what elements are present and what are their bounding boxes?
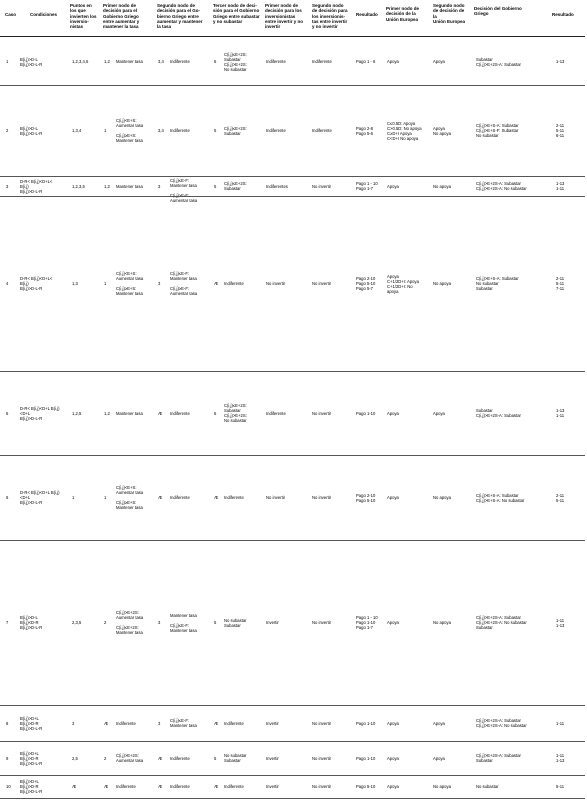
cell-resultado-2: 1-13 1-11 <box>556 181 565 191</box>
table-row <box>0 176 587 203</box>
table-row <box>0 741 587 775</box>
cell-segundo-gob-decision: Indiferente <box>170 411 190 416</box>
cell-segundo-ue: Apoya <box>433 59 445 64</box>
cell-primer-ue: Apoya <box>387 495 399 500</box>
cell-segundo-inv: Indiferente <box>312 59 332 64</box>
cell-segundo-ue: Apoya No apoya <box>433 126 451 136</box>
cell-resultado-2: 2-11 5-11 6-11 <box>556 123 565 138</box>
cell-primer-gob-decision: C(i,j)<E+S: Aumentar tasa C(i,j)≥E+S: Mantener tasa <box>116 118 144 143</box>
header-puntos: Puntos en los que invierten los inversio- nistas <box>70 3 97 30</box>
cell-puntos: 2,5 <box>72 756 78 761</box>
cell-caso: 3 <box>6 184 9 189</box>
cell-segundo-ue: No apoya <box>433 184 451 189</box>
header-segundo-ue: Segundo nodo de decisión de la Unión Europea <box>433 3 466 24</box>
cell-segundo-gob-punto: 3,4 <box>158 128 164 133</box>
table-row <box>0 705 587 741</box>
cell-segundo-inv: No invertir <box>312 411 332 416</box>
cell-puntos: 2,3,5 <box>72 620 82 625</box>
table-row <box>0 38 587 85</box>
header-caso: Caso <box>5 12 17 17</box>
cell-segundo-gob-decision: Indiferente <box>170 495 190 500</box>
cell-segundo-gob-decision: Indiferente <box>170 784 190 789</box>
cell-condiciones: D-R< B(i,j)<D+L B(i,j) <D+L B(i,j)>D-L-R <box>20 406 60 421</box>
cell-segundo-gob-decision: Indiferente <box>170 59 190 64</box>
cell-primer-inv: Invertir <box>266 784 279 789</box>
cell-segundo-inv: No invertir <box>312 721 332 726</box>
cell-puntos: 1,2,3,5 <box>72 184 85 189</box>
cell-tercer-gob-punto: Æ <box>214 281 219 286</box>
cell-decision: No subastar <box>476 784 499 789</box>
cell-tercer-gob-decision: Indiferente <box>224 721 244 726</box>
cell-segundo-gob-punto: 3 <box>158 721 161 726</box>
cell-primer-ue: Apoya <box>387 184 399 189</box>
header-rule <box>0 36 585 37</box>
cell-segundo-gob-decision: Mantener tasa C(i,j)≤E-F: Mantener tasa <box>170 613 197 633</box>
cell-resultado-2: 1-11 1-13 <box>556 753 565 763</box>
cell-condiciones: D-R< B(i,j)<D+L B(i,j) <D+L B(i,j)>D-L-R <box>20 490 60 505</box>
cell-primer-inv: Indiferentes <box>266 184 288 189</box>
cell-decision: C(i,j)>E+2S-A: Subastar Subastar <box>476 753 521 763</box>
cell-resultado-1: Pago 1 - 10 Pago 1-7 <box>356 181 378 191</box>
cell-segundo-gob-punto: 3 <box>158 620 161 625</box>
cell-segundo-ue: No apoya <box>433 784 451 789</box>
cell-tercer-gob-punto: 5 <box>214 184 217 189</box>
cell-segundo-inv: No invertir <box>312 495 332 500</box>
header-resultado-1: Resultado <box>356 12 378 17</box>
cell-puntos: 1 <box>72 495 75 500</box>
cell-segundo-inv: No invertir <box>312 281 332 286</box>
cell-resultado-2: 1-13 <box>556 59 565 64</box>
row-divider <box>0 798 585 799</box>
cell-decision: Subastar C(i,j)>E+2S-A: Subastar <box>476 408 521 418</box>
table-row <box>0 540 587 705</box>
cell-primer-inv: Invertir <box>266 756 279 761</box>
cell-caso: 9 <box>6 756 9 761</box>
cell-resultado-2: 2-11 5-11 7-11 <box>556 276 565 291</box>
cell-decision: C(i,j)>E+2S-A: Subastar C(i,j)>E+2S-A: No subastar Subastar <box>476 615 527 630</box>
cell-tercer-gob-decision: Indiferente <box>224 784 244 789</box>
cell-segundo-ue: Apoya <box>433 411 445 416</box>
cell-segundo-gob-decision: Indiferente <box>170 128 190 133</box>
cell-primer-inv: No invertir <box>266 495 286 500</box>
cell-primer-inv: No invertir <box>266 281 286 286</box>
cell-primer-gob-punto: 2 <box>104 620 107 625</box>
cell-primer-gob-decision: Indiferente <box>116 784 136 789</box>
cell-caso: 6 <box>6 495 9 500</box>
cell-puntos: 3 <box>72 721 75 726</box>
cell-caso: 2 <box>6 128 9 133</box>
cell-segundo-gob-punto: Æ <box>158 495 163 500</box>
header-tercer-gob: Tercer nodo de deci- sión para el Gobierno Griego entre subastar y no subastar <box>213 3 260 24</box>
cell-segundo-gob-punto: Æ <box>158 784 163 789</box>
header-resultado-2: Resultado <box>552 12 574 17</box>
cell-resultado-1: Pago 5-10 <box>356 784 376 789</box>
cell-segundo-inv: No invertir <box>312 756 332 761</box>
cell-primer-ue: Apoya C+1/2D+I: Apoya C+1/2D+I: No apoya <box>387 274 419 294</box>
cell-tercer-gob-decision: Indiferente <box>224 495 244 500</box>
cell-puntos: Æ <box>72 784 77 789</box>
cell-resultado-2: 2-11 5-11 <box>556 493 565 503</box>
cell-condiciones: B(i,j)>D-L B(i,j)>D-L-R <box>20 57 43 67</box>
cell-tercer-gob-decision: No subastar Subastar <box>224 753 247 763</box>
cell-primer-inv: Indiferente <box>266 411 286 416</box>
cell-resultado-2: 1-11 1-13 <box>556 618 565 628</box>
header-condiciones: Condiciones <box>30 12 58 17</box>
cell-condiciones: B(i,j)>D-L B(i,j)<D-R B(i,j)>D-L-R <box>20 615 43 630</box>
cell-puntos: 1,2,3,4,5 <box>72 59 89 64</box>
cell-decision: C(i,j)>E+S-A: Subastar C(i,j)>E+S-F: Subastar No subastar <box>476 123 519 138</box>
cell-segundo-inv: Indiferente <box>312 128 332 133</box>
table-row <box>0 196 587 371</box>
cell-primer-ue: Apoya <box>387 721 399 726</box>
cell-primer-gob-decision: Mantener tasa <box>116 184 143 189</box>
cell-resultado-2: 5-11 <box>556 784 565 789</box>
cell-tercer-gob-punto: 5 <box>214 620 217 625</box>
cell-puntos: 1,3 <box>72 281 78 286</box>
cell-segundo-gob-punto: Æ <box>158 756 163 761</box>
cell-resultado-2: 1-11 <box>556 721 565 726</box>
cell-primer-ue: Apoya <box>387 59 399 64</box>
cell-tercer-gob-decision: C(i,j)≤E+2S: Subastar C(i,j)>E+2S: No subastar <box>224 403 247 423</box>
cell-segundo-gob-punto: 3,4 <box>158 59 164 64</box>
cell-resultado-1: Pago 1-10 <box>356 721 376 726</box>
cell-tercer-gob-decision: C(i,j)≤E+2S: Subastar <box>224 181 247 191</box>
cell-caso: 1 <box>6 59 9 64</box>
cell-segundo-ue: Apoya <box>433 756 445 761</box>
cell-tercer-gob-decision: C(i,j)≤E+2S: Subastar <box>224 126 247 136</box>
cell-condiciones: D-R< B(i,j)<D+L< B(i,j) B(i,j)>D-L-R <box>20 179 53 194</box>
cell-caso: 4 <box>6 281 9 286</box>
cell-segundo-gob-decision: Indiferente <box>170 756 190 761</box>
cell-primer-gob-punto: 1 <box>104 281 107 286</box>
cell-caso: 10 <box>6 784 11 789</box>
cell-primer-gob-decision: Indiferente <box>116 721 136 726</box>
cell-segundo-gob-punto: 3 <box>158 184 161 189</box>
header-segundo-inv: Segundo nodo de decisión para los inversionis- tas entre invertir y no invertir <box>312 3 348 30</box>
cell-resultado-1: Pago 1 - 10 Pago 1-10 Pago 1-7 <box>356 615 378 630</box>
cell-primer-gob-decision: C(i,j)>E+2S: Aumentar tasa <box>116 753 144 763</box>
cell-caso: 5 <box>6 411 9 416</box>
cell-resultado-1: Pago 2-8 Pago 5-6 <box>356 126 373 136</box>
cell-tercer-gob-punto: 5 <box>214 756 217 761</box>
cell-primer-gob-decision: Mantener tasa <box>116 59 143 64</box>
cell-segundo-gob-decision: C(i,j)≤E-F: Mantener tasa <box>170 718 197 728</box>
cell-resultado-1: Pago 1-10 <box>356 411 376 416</box>
cell-condiciones: B(i,j)>D+L B(i,j)>D-R B(i,j)>D-L-R <box>20 779 43 794</box>
cell-resultado-1: Pago 1-10 <box>356 756 376 761</box>
cell-primer-inv: Invertir <box>266 620 279 625</box>
header-decision: Decisión del Gobierno Griego <box>474 6 522 17</box>
cell-segundo-ue: No apoya <box>433 495 451 500</box>
cell-decision: C(i,j)>E+2S-A: Subastar C(i,j)>E+2S-A: No subastar <box>476 718 527 728</box>
cell-primer-gob-punto: 1,2 <box>104 59 110 64</box>
cell-primer-gob-decision: Mantener tasa <box>116 411 143 416</box>
cell-tercer-gob-punto: Æ <box>214 784 219 789</box>
cell-puntos: 1,2,5 <box>72 411 82 416</box>
cell-tercer-gob-decision: No subastar Subastar <box>224 618 247 628</box>
cell-primer-ue: Apoya <box>387 756 399 761</box>
cell-segundo-ue: Apoya <box>433 721 445 726</box>
cell-primer-gob-decision: C(i,j)<E+S: Aumentar tasa C(i,j)≥E+S: Mantener tasa <box>116 271 144 296</box>
header-primer-gob: Primer nodo de decisión para el Gobierno Griego entre aumentar y mantener la tasa <box>103 3 140 30</box>
cell-primer-gob-decision: C(i,j)>E+2S: Aumentar tasa C(i,j)≤E+2S: Mantener tasa <box>116 610 144 635</box>
cell-primer-gob-punto: Æ <box>104 784 109 789</box>
cell-segundo-inv: No invertir <box>312 184 332 189</box>
cell-primer-inv: Invertir <box>266 721 279 726</box>
cell-resultado-1: Pago 1 - 6 <box>356 59 376 64</box>
cell-condiciones: B(i,j)>D-L B(i,j)>D-L-R <box>20 126 43 136</box>
table-row <box>0 371 587 455</box>
cell-segundo-gob-decision: C(i,j)≤E-F: Mantener tasa C(i,j)≥E-F: Aumentar tasa <box>170 178 198 203</box>
cell-caso: 8 <box>6 721 9 726</box>
cell-primer-gob-punto: Æ <box>104 721 109 726</box>
cell-decision: C(i,j)>E+S-A: Subastar No subastar Subastar <box>476 276 519 291</box>
cell-primer-gob-punto: 1 <box>104 128 107 133</box>
cell-primer-gob-punto: 1 <box>104 495 107 500</box>
cell-tercer-gob-punto: Æ <box>214 721 219 726</box>
cell-resultado-1: Pago 2-10 Pago 5-10 Pago 5-7 <box>356 276 376 291</box>
cell-segundo-ue: No apoya <box>433 281 451 286</box>
table-row <box>0 85 587 176</box>
cell-tercer-gob-decision: C(i,j)≤E+2S: Subastar C(i,j)>E+2S: No subastar <box>224 52 247 72</box>
table-row <box>0 455 587 540</box>
cell-segundo-gob-decision: C(i,j)≤E-F: Mantener tasa C(i,j)≥E-F: Aumentar tasa <box>170 271 198 296</box>
cell-primer-gob-punto: 1,2 <box>104 184 110 189</box>
cell-resultado-1: Pago 2-10 Pago 5-10 <box>356 493 376 503</box>
header-segundo-gob: Segundo nodo de decisión para el Go- bierno Griego entre aumentar y mantener la tasa <box>157 3 203 30</box>
table-header <box>0 0 587 36</box>
cell-primer-ue: Apoya <box>387 620 399 625</box>
cell-segundo-inv: No invertir <box>312 784 332 789</box>
cell-primer-ue: Apoya <box>387 784 399 789</box>
cell-primer-ue: C≤0.5D: Apoya C>0.5D: No apoya C≥D+I Apoya C<D+I No apoya <box>387 121 422 141</box>
cell-primer-inv: Indiferente <box>266 128 286 133</box>
cell-decision: C(i,j)>E+2S-A: Subastar C(i,j)>E+2S-A: No subastar <box>476 181 527 191</box>
header-primer-ue: Primer nodo de decisión de la Unión Europea <box>386 6 420 22</box>
cell-tercer-gob-punto: Æ <box>214 495 219 500</box>
cell-segundo-gob-punto: 3 <box>158 281 161 286</box>
cell-segundo-gob-punto: Æ <box>158 411 163 416</box>
cell-tercer-gob-punto: 5 <box>214 128 217 133</box>
cell-caso: 7 <box>6 620 9 625</box>
cell-tercer-gob-decision: Indiferente <box>224 281 244 286</box>
header-primer-inv: Primer nodo de decisión para los inversionistas entre invertir y no invertir <box>265 3 304 30</box>
cell-condiciones: B(i,j)>D+L B(i,j)>D-R B(i,j)>D-L-R <box>20 716 43 731</box>
cell-segundo-inv: No invertir <box>312 620 332 625</box>
cell-decision: Subastar C(i,j)>E+2S-A: Subastar <box>476 57 521 67</box>
cell-condiciones: B(i,j)>D+L B(i,j)>D-R B(i,j)>D-L-R <box>20 751 43 766</box>
cell-decision: C(i,j)>E+S-A: Subastar C(i,j)>E+S-A: No subastar <box>476 493 525 503</box>
cell-puntos: 1,3,4 <box>72 128 82 133</box>
cell-primer-gob-punto: 2 <box>104 756 107 761</box>
cell-primer-inv: Indiferente <box>266 59 286 64</box>
cell-primer-ue: Apoya <box>387 411 399 416</box>
cell-condiciones: D-R< B(i,j)<D+L< B(i,j) B(i,j)>D-L-R <box>20 276 53 291</box>
cell-tercer-gob-punto: 5 <box>214 411 217 416</box>
cell-segundo-ue: No apoya <box>433 620 451 625</box>
table-row <box>0 775 587 798</box>
cell-primer-gob-decision: C(i,j)<E+S: Aumentar tasa C(i,j)≥E+S: Mantener tasa <box>116 485 144 510</box>
cell-primer-gob-punto: 1,2 <box>104 411 110 416</box>
cell-tercer-gob-punto: 5 <box>214 59 217 64</box>
cell-resultado-2: 1-13 1-11 <box>556 408 565 418</box>
